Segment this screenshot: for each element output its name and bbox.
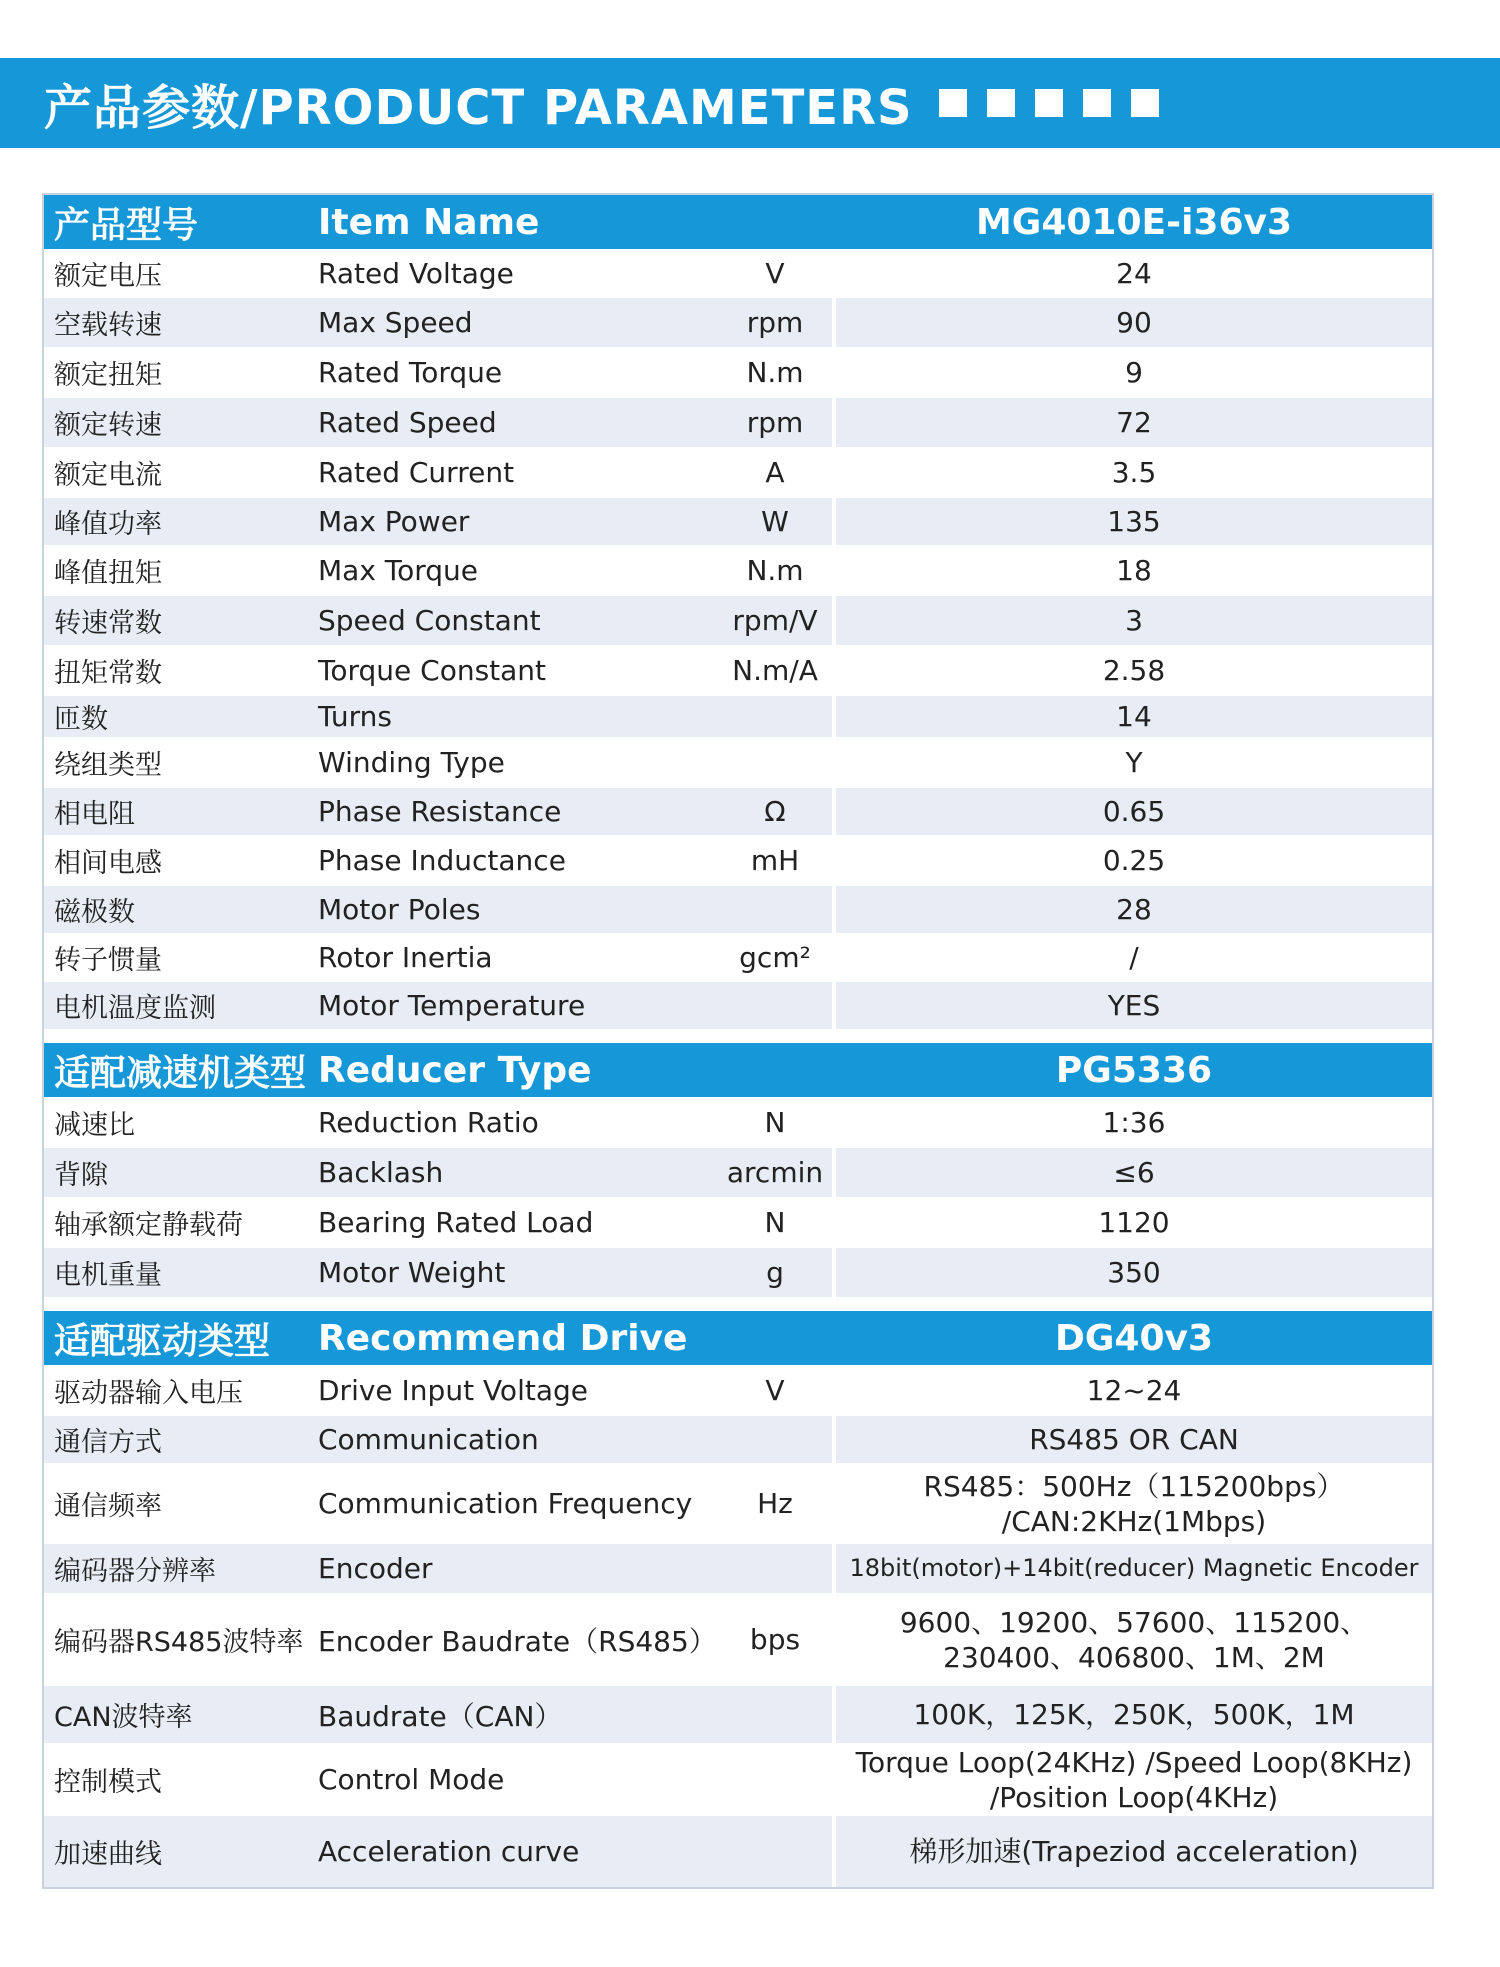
square-icon: [987, 89, 1015, 117]
table-row: [44, 1415, 1432, 1463]
param-value: 18bit(motor)+14bit(reducer) Magnetic Encoder: [849, 1554, 1419, 1582]
square-icon: [1131, 89, 1159, 117]
table-row: [44, 545, 1432, 595]
section-value: DG40v3: [1054, 1317, 1214, 1359]
section-value: MG4010E-i36v3: [975, 201, 1293, 243]
section-unit-blank: [718, 195, 836, 249]
param-unit: gcm²: [718, 934, 836, 981]
table-row: [44, 1543, 1432, 1593]
param-name-cn: 扭矩常数: [54, 658, 162, 689]
param-value: 3: [1125, 604, 1143, 637]
param-unit: [718, 696, 836, 737]
param-name-cn: 额定转速: [54, 410, 162, 441]
table-row: [44, 1685, 1432, 1743]
param-name-cn: CAN波特率: [54, 1702, 193, 1733]
param-value: 28: [1116, 893, 1152, 926]
param-name-en: Max Speed: [318, 306, 473, 339]
param-name-cn: 峰值扭矩: [54, 558, 162, 589]
section-label-en: Reducer Type: [318, 1049, 592, 1091]
section-label-en: Item Name: [318, 201, 540, 243]
param-value: 12~24: [1086, 1374, 1182, 1407]
square-icon: [1035, 89, 1063, 117]
param-value: 24: [1116, 257, 1152, 290]
section-header-motor: [44, 195, 1432, 249]
param-name-en: Rotor Inertia: [318, 941, 493, 974]
param-name-en: Turns: [318, 700, 392, 733]
param-name-en: Backlash: [318, 1156, 444, 1189]
table-row: [44, 249, 1432, 297]
param-value: 2.58: [1102, 654, 1166, 687]
param-unit: A: [718, 448, 836, 497]
param-name-en: Baudrate（CAN）: [318, 1699, 563, 1733]
param-value: 0.25: [1102, 844, 1166, 877]
param-unit: Hz: [718, 1464, 836, 1543]
table-row: [44, 1097, 1432, 1147]
param-name-cn: 驱动器输入电压: [54, 1378, 243, 1409]
table-row: [44, 981, 1432, 1029]
param-name-en: Rated Current: [318, 456, 515, 489]
param-value: ≤6: [1113, 1156, 1155, 1189]
param-value: 1:36: [1102, 1106, 1166, 1139]
param-name-en: Encoder Baudrate（RS485）: [318, 1624, 717, 1658]
section-value: PG5336: [1055, 1049, 1213, 1091]
param-value: 梯形加速(Trapeziod acceleration): [909, 1835, 1359, 1868]
parameters-table: [42, 193, 1434, 1889]
param-name-en: Phase Resistance: [318, 795, 562, 828]
param-value: 135: [1107, 505, 1161, 538]
param-value: Y: [1125, 746, 1143, 779]
table-row: [44, 1815, 1432, 1887]
param-value: 100K，125K，250K，500K，1M: [913, 1698, 1355, 1731]
param-value: 72: [1116, 406, 1152, 439]
param-name-cn: 轴承额定静载荷: [54, 1210, 243, 1241]
param-unit: rpm: [718, 398, 836, 447]
param-name-cn: 编码器RS485波特率: [54, 1627, 304, 1658]
param-name-en: Bearing Rated Load: [318, 1206, 594, 1239]
table-row: [44, 497, 1432, 545]
param-unit: N.m: [718, 348, 836, 397]
param-name-en: Drive Input Voltage: [318, 1374, 588, 1407]
param-name-cn: 背隙: [54, 1160, 108, 1191]
param-name-cn: 电机重量: [54, 1260, 162, 1291]
param-name-cn: 匝数: [54, 704, 108, 735]
param-name-en: Torque Constant: [318, 654, 547, 687]
param-name-en: Rated Voltage: [318, 257, 514, 290]
param-unit: rpm/V: [718, 596, 836, 645]
param-value: 9: [1125, 356, 1143, 389]
param-name-en: Control Mode: [318, 1763, 505, 1796]
param-name-cn: 编码器分辨率: [54, 1556, 216, 1587]
param-unit: V: [718, 250, 836, 297]
param-value: YES: [1107, 989, 1161, 1022]
param-value: 0.65: [1102, 795, 1166, 828]
param-unit: rpm: [718, 298, 836, 347]
param-value: 18: [1116, 554, 1152, 587]
param-name-cn: 绕组类型: [54, 750, 162, 781]
page-title: 产品参数/PRODUCT PARAMETERS: [44, 79, 913, 136]
param-name-cn: 加速曲线: [54, 1839, 162, 1870]
param-name-en: Speed Constant: [318, 604, 541, 637]
table-row: [44, 1247, 1432, 1297]
param-unit: arcmin: [718, 1148, 836, 1197]
param-name-en: Max Torque: [318, 554, 479, 587]
param-name-cn: 额定电流: [54, 460, 162, 491]
param-name-en: Winding Type: [318, 746, 505, 779]
param-name-en: Motor Poles: [318, 893, 481, 926]
table-row: [44, 1463, 1432, 1543]
param-name-cn: 空载转速: [54, 310, 162, 341]
param-unit: W: [718, 498, 836, 545]
param-unit: mH: [718, 836, 836, 885]
decorative-squares: [939, 89, 1159, 117]
section-label-cn: 适配减速机类型: [54, 1052, 307, 1094]
param-value: 350: [1107, 1256, 1161, 1289]
param-value: 3.5: [1111, 456, 1157, 489]
table-row: [44, 933, 1432, 981]
param-value: Torque Loop(24KHz) /Speed Loop(8KHz) /Position Loop(4KHz): [855, 1745, 1413, 1814]
param-name-en: Max Power: [318, 505, 470, 538]
param-name-cn: 控制模式: [54, 1767, 162, 1798]
param-unit: V: [718, 1366, 836, 1415]
param-name-en: Encoder: [318, 1552, 433, 1585]
param-name-cn: 峰值功率: [54, 509, 162, 540]
param-name-en: Phase Inductance: [318, 844, 566, 877]
param-name-cn: 额定扭矩: [54, 360, 162, 391]
param-unit: N: [718, 1098, 836, 1147]
section-header-drive: [44, 1311, 1432, 1365]
param-name-en: Rated Speed: [318, 406, 497, 439]
table-row: [44, 1197, 1432, 1247]
param-name-cn: 通信方式: [54, 1427, 162, 1458]
param-value: /: [1129, 941, 1139, 974]
param-name-cn: 转速常数: [54, 608, 162, 639]
param-name-cn: 额定电压: [54, 261, 162, 292]
square-icon: [939, 89, 967, 117]
table-row: [44, 1743, 1432, 1815]
param-name-cn: 相电阻: [54, 799, 135, 830]
param-name-cn: 通信频率: [54, 1491, 162, 1522]
table-row: [44, 447, 1432, 497]
section-header-reducer: [44, 1043, 1432, 1097]
table-row: [44, 347, 1432, 397]
param-unit: [718, 738, 836, 787]
section-label-en: Recommend Drive: [318, 1317, 688, 1359]
table-row: [44, 695, 1432, 737]
param-unit: [718, 1416, 836, 1463]
param-value: 90: [1116, 306, 1152, 339]
param-name-en: Communication Frequency: [318, 1487, 693, 1520]
table-row: [44, 397, 1432, 447]
param-name-cn: 转子惯量: [54, 945, 162, 976]
section-label-cn: 适配驱动类型: [54, 1320, 271, 1362]
section-spacer: [44, 1029, 1432, 1043]
param-unit: [718, 982, 836, 1029]
table-row: [44, 595, 1432, 645]
param-name-cn: 磁极数: [54, 897, 135, 928]
param-unit: [718, 1816, 836, 1887]
param-value: 14: [1116, 700, 1152, 733]
param-unit: [718, 886, 836, 933]
table-row: [44, 1365, 1432, 1415]
table-row: [44, 1593, 1432, 1685]
param-value: RS485 OR CAN: [1029, 1423, 1239, 1456]
section-unit-blank: [718, 1043, 836, 1097]
param-value: 1120: [1098, 1206, 1170, 1239]
header-banner: [0, 58, 1500, 148]
param-name-cn: 减速比: [54, 1110, 135, 1141]
param-unit: [718, 1686, 836, 1743]
param-unit: [718, 1744, 836, 1815]
param-name-cn: 电机温度监测: [54, 993, 216, 1024]
param-unit: N.m: [718, 546, 836, 595]
param-name-en: Rated Torque: [318, 356, 503, 389]
section-label-cn: 产品型号: [54, 204, 199, 246]
param-unit: [718, 1544, 836, 1593]
table-row: [44, 297, 1432, 347]
param-unit: N: [718, 1198, 836, 1247]
table-row: [44, 787, 1432, 835]
param-name-en: Motor Weight: [318, 1256, 506, 1289]
param-name-en: Communication: [318, 1423, 539, 1456]
param-name-en: Motor Temperature: [318, 989, 586, 1022]
param-unit: bps: [718, 1594, 836, 1685]
section-unit-blank: [718, 1311, 836, 1365]
table-row: [44, 737, 1432, 787]
table-row: [44, 885, 1432, 933]
param-name-cn: 相间电感: [54, 848, 162, 879]
section-spacer: [44, 1297, 1432, 1311]
square-icon: [1083, 89, 1111, 117]
param-unit: g: [718, 1248, 836, 1297]
param-value: 9600、19200、57600、115200、 230400、406800、1M、2M: [899, 1605, 1369, 1674]
param-unit: Ω: [718, 788, 836, 835]
table-row: [44, 1147, 1432, 1197]
param-name-en: Acceleration curve: [318, 1835, 580, 1868]
param-name-en: Reduction Ratio: [318, 1106, 539, 1139]
table-row: [44, 645, 1432, 695]
param-unit: N.m/A: [718, 646, 836, 695]
param-value: RS485：500Hz（115200bps） /CAN:2KHz(1Mbps): [923, 1469, 1345, 1538]
table-row: [44, 835, 1432, 885]
